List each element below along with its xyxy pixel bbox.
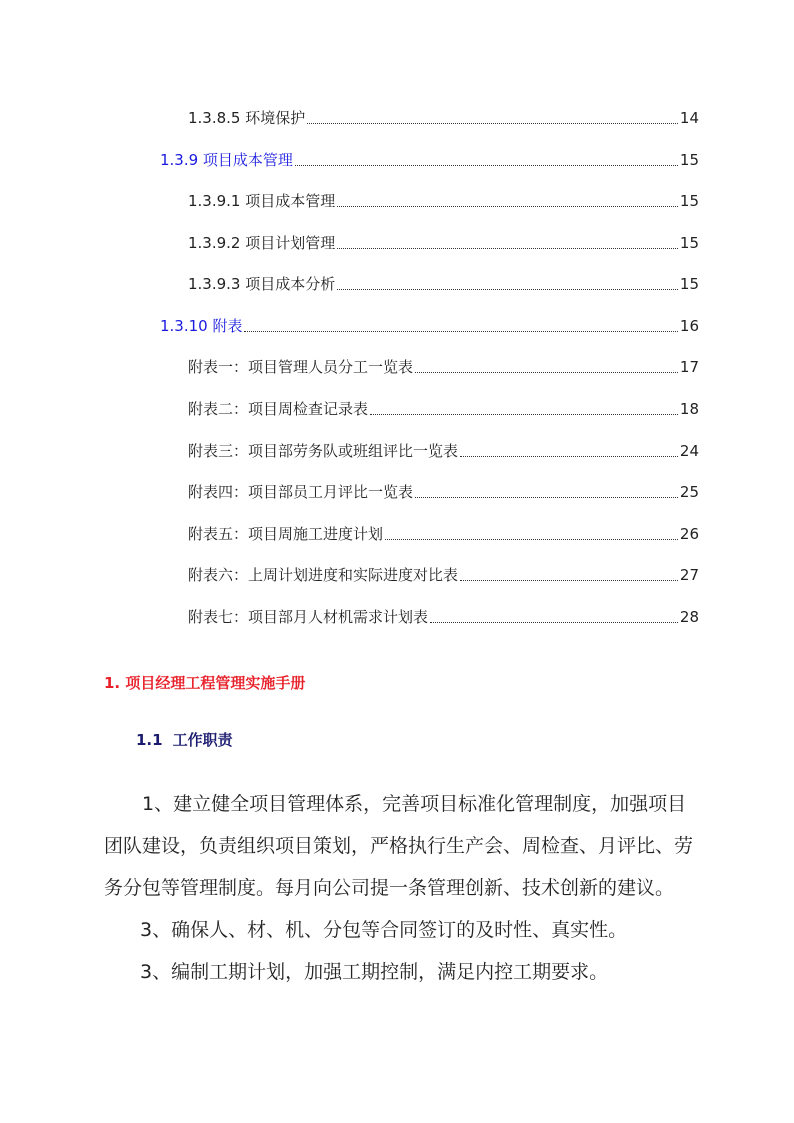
- toc-leader-dots: [337, 247, 678, 249]
- toc-entry-title: 附表六：上周计划进度和实际进度对比表: [188, 566, 459, 584]
- toc-entry-1-3-9-1[interactable]: [188, 190, 699, 212]
- toc-entry-title: 附表七：项目部月人材机需求计划表: [188, 608, 429, 626]
- toc-page-number: 28: [679, 608, 699, 626]
- toc-entry-title: 附表三：项目部劳务队或班组评比一览表: [188, 442, 459, 460]
- toc-entry-1-3-10[interactable]: [160, 315, 699, 337]
- toc-entry-title: 1.3.9.2 项目计划管理: [188, 234, 336, 252]
- toc-page-number: 14: [679, 109, 699, 127]
- toc-leader-dots: [244, 330, 677, 332]
- toc-entry-1-3-9[interactable]: [160, 149, 699, 171]
- toc-page-number: 15: [679, 151, 699, 169]
- toc-entry-appendix-7[interactable]: [188, 606, 699, 628]
- toc-leader-dots: [337, 205, 678, 207]
- toc-page-number: 25: [679, 483, 699, 501]
- toc-leader-dots: [370, 413, 678, 415]
- toc-entry-title: 1.3.9.3 项目成本分析: [188, 275, 336, 293]
- toc-entry-title: 附表二：项目周检查记录表: [188, 400, 369, 418]
- toc-leader-dots: [295, 164, 678, 166]
- body-paragraph: 1、建立健全项目管理体系，完善项目标准化管理制度，加强项目团队建设，负责组织项目策划，严格执行生产会、周检查、月评比、劳务分包等管理制度。每月向公司提一条管理创新、技术创新的建议。: [104, 793, 694, 899]
- toc-page-number: 16: [679, 317, 699, 335]
- section-heading-1-1: [136, 729, 233, 751]
- toc-leader-dots: [337, 288, 678, 290]
- toc-entry-appendix-1[interactable]: [188, 356, 699, 378]
- toc-entry-title: 1.3.8.5 环境保护: [188, 109, 306, 127]
- body-paragraph: 3、确保人、材、机、分包等合同签订的及时性、真实性。: [140, 919, 628, 941]
- toc-entry-appendix-3[interactable]: [188, 440, 699, 462]
- toc-page-number: 27: [679, 566, 699, 584]
- toc-leader-dots: [460, 579, 678, 581]
- toc-leader-dots: [385, 538, 678, 540]
- toc-entry-1-3-9-3[interactable]: [188, 273, 699, 295]
- toc-entry-title: 1.3.9.1 项目成本管理: [188, 192, 336, 210]
- toc-entry-title: 1.3.9 项目成本管理: [160, 151, 293, 169]
- toc-leader-dots: [430, 621, 678, 623]
- section-heading-1: 1. 项目经理工程管理实施手册: [104, 674, 306, 692]
- toc-entry-1-3-9-2[interactable]: [188, 232, 699, 254]
- toc-leader-dots: [307, 122, 678, 124]
- toc-entry-1-3-8-5[interactable]: [188, 107, 699, 129]
- toc-page-number: 24: [679, 442, 699, 460]
- toc-entry-title: 附表五：项目周施工进度计划: [188, 525, 384, 543]
- toc-entry-title: 附表一：项目管理人员分工一览表: [188, 358, 414, 376]
- section-title: 工作职责: [172, 731, 233, 749]
- toc-entry-appendix-4[interactable]: [188, 481, 699, 503]
- toc-leader-dots: [460, 455, 678, 457]
- toc-page-number: 15: [679, 192, 699, 210]
- toc-page-number: 17: [679, 358, 699, 376]
- section-number: 1.1: [136, 731, 163, 749]
- toc-page-number: 26: [679, 525, 699, 543]
- toc-page-number: 15: [679, 275, 699, 293]
- toc-page-number: 15: [679, 234, 699, 252]
- toc-leader-dots: [415, 496, 678, 498]
- toc-entry-title: 1.3.10 附表: [160, 317, 243, 335]
- toc-leader-dots: [415, 371, 678, 373]
- toc-page-number: 18: [679, 400, 699, 418]
- toc-entry-appendix-2[interactable]: [188, 398, 699, 420]
- toc-entry-title: 附表四：项目部员工月评比一览表: [188, 483, 414, 501]
- toc-entry-appendix-5[interactable]: [188, 523, 699, 545]
- toc-entry-appendix-6[interactable]: [188, 564, 699, 586]
- body-paragraph: 3、编制工期计划，加强工期控制，满足内控工期要求。: [140, 961, 609, 983]
